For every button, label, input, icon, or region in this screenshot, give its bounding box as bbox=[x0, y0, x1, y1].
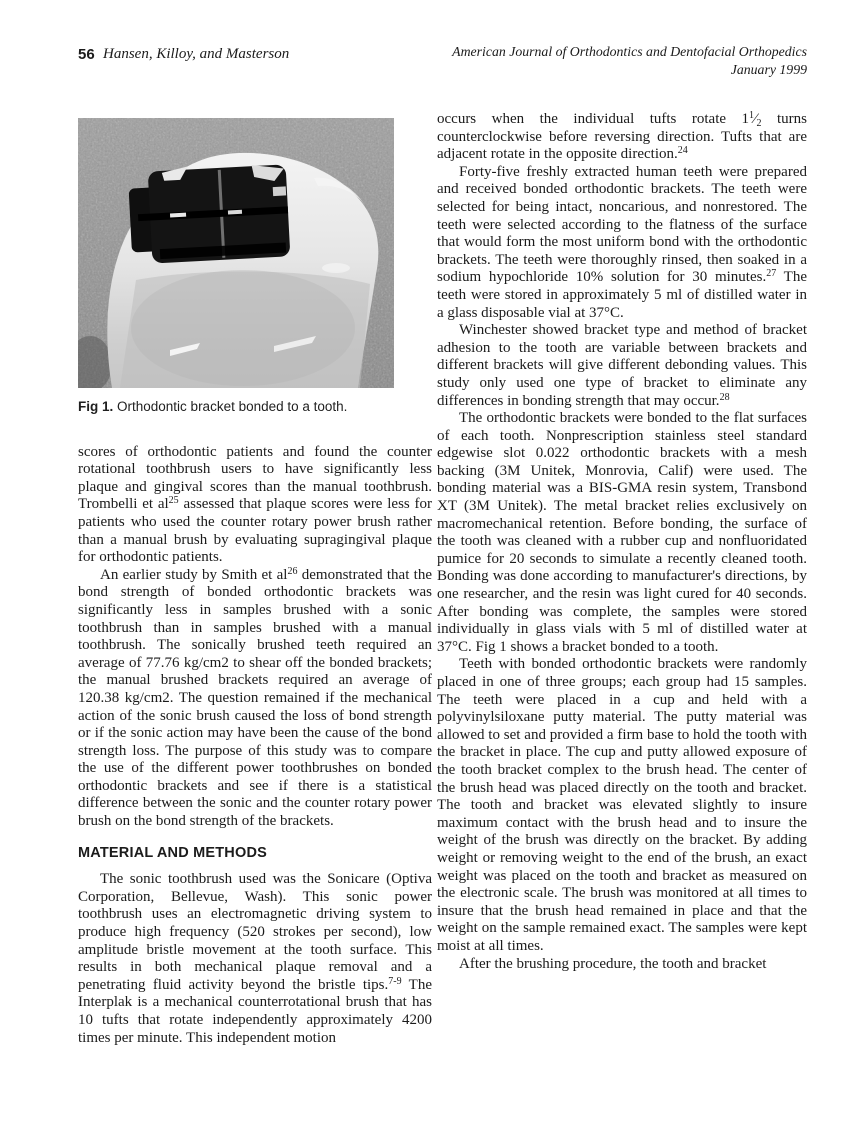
right-paragraph-3: Winchester showed bracket type and method of bracket adhesion to the tooth are variable between brackets and different brackets will give different debonding values. This study only used one type of bracket to eliminate any differences in bonding strength that may occur.$^{28}$ bbox=[437, 322, 807, 409]
header-journal-block bbox=[452, 43, 807, 79]
right-paragraph-6: After the brushing procedure, the tooth and bracket bbox=[459, 955, 767, 972]
tooth-inner-shading bbox=[131, 270, 355, 386]
bracket-slot-mark-1 bbox=[170, 213, 186, 218]
bracket-shape bbox=[128, 161, 291, 264]
enamel-glint bbox=[322, 263, 350, 273]
header-journal-title: American Journal of Orthodontics and Dentofacial Orthopedics bbox=[452, 44, 807, 59]
right-paragraph-1: occurs when the individual tufts rotate $1^1⁄_2$ turns counterclockwise before reversing direction. Tufts that are adjacent rotate in the opposite direction.$^{24}$ bbox=[437, 110, 807, 163]
figure-caption bbox=[78, 398, 432, 416]
bracket-slot-mark-2 bbox=[228, 210, 242, 215]
section-heading-material-and-methods: MATERIAL AND METHODS bbox=[78, 844, 268, 861]
left-paragraph-2: An earlier study by Smith et $al^{26}$ demonstrated that the bond strength of bonded orthodontic brackets was significantly less in samples brushed with a sonic toothbrush than in samples brushed with a manual toothbrush. The sonically brushed teeth required an average of 77.76 kg/cm2 to shear off the bonded brackets; the manual brushed brackets required an average of 120.38 kg/cm2. The question remained if the mechanical action of the sonic brush caused the loss of bond strength or if the sonic action may have been the cause of the bond strength loss. The purpose of this study was to compare the use of the different power toothbrushes on bonded orthodontic brackets and see if there is a statistical difference between the sonic and the counter rotary power brush on the bond strength of the brackets. bbox=[78, 565, 432, 830]
page-number: 56 bbox=[78, 46, 95, 63]
bracket-glint-3 bbox=[273, 186, 286, 196]
left-paragraph-1: scores of orthodontic patients and found the counter rotational toothbrush users to have significantly less plaque and gingival scores than the manual toothbrush. Trombelli et $al^{25}$ assessed that plaque scores were less for patients who used the counter rotary power brush rather than a manual brush by evaluating supragingival plaque for orthodontic patients. bbox=[78, 443, 433, 566]
right-paragraph-5: Teeth with bonded orthodontic brackets were randomly placed in one of three groups; each group had 15 samples. The teeth were placed in a cup and held with a polyvinylsiloxane putty material. The putty material was allowed to set and provided a firm base to hold the tooth with the bracket in place. The cup and putty allowed exposure of the tooth bracket complex to the brush head. The center of the brush head was placed directly on the tooth and bracket. The tooth and bracket was elevated slightly to insure maximum contact with the brush head and to insure the weight of the brush was directly on the bracket. By adding weight or removing weight to the end of the brush, an exact weight was placed on the tooth and bracket as measured on the electronic scale. The brush was monitored at all times to insure that the brush head remained in place and that the weight on the sample remained exact. The samples were kept moist at all times. bbox=[437, 656, 807, 954]
right-paragraph-4: The orthodontic brackets were bonded to the flat surfaces of each tooth. Nonprescription stainless steel standard edgewise slot 0.022 orthodontic brackets with a mesh backing (3M Unitek, Monrovia, Calif) were used. The bonding material was a BIS-GMA resin system, Transbond XT (3M Unitek). The metal bracket relies exclusively on macromechanical retention. Before bonding, the surface of the tooth was cleaned with a rubber cup and nonfluoridated pumice for 20 seconds to simulate a recently cleaned tooth. Bonding was done according to manufacturer's directions, by one researcher, and the resin was light cured for 40 seconds. After bonding was complete, the samples were stored individually in glass vials with 5 ml of distilled water at 37°C. Fig 1 shows a bracket bonded to a tooth. bbox=[437, 410, 807, 655]
left-paragraph-3: The sonic toothbrush used was the Sonicare (Optiva Corporation, Bellevue, Wash). This sonic power toothbrush uses an electromagnetic driving system to produce high frequency (520 strokes per second), low amplitude bristle movement at the tooth surface. This results in both mechanical plaque removal and a penetrating fluid activity beyond the bristle tips.$^{7-9}$ The Interplak is a mechanical counterrotational brush that has 10 tufts that rotate independently approximately 4200 times per minute. This independent motion bbox=[78, 871, 432, 1046]
right-paragraph-2: Forty-five freshly extracted human teeth were prepared and received bonded orthodontic brackets. The teeth were selected for being intact, noncarious, and nonrestored. The teeth were selected according to the flatness of the surface that would form the most uniform bond with the orthodontic brackets. The teeth were thoroughly rinsed, then soaked in a sodium hypochloride 10% solution for 30 minutes.$^{27}$ The teeth were stored in approximately 5 ml of distilled water in a glass disposable vial at 37°C. bbox=[437, 163, 807, 321]
figure-caption-label: Fig 1. bbox=[78, 399, 114, 414]
figure-caption-text: Orthodontic bracket bonded to a tooth. bbox=[113, 399, 348, 414]
right-column bbox=[437, 111, 807, 973]
header-issue-date: January 1999 bbox=[730, 62, 807, 77]
left-column bbox=[78, 118, 432, 1047]
tooth-photo bbox=[78, 118, 394, 388]
header-authors: Hansen, Killoy, and Masterson bbox=[103, 46, 290, 62]
